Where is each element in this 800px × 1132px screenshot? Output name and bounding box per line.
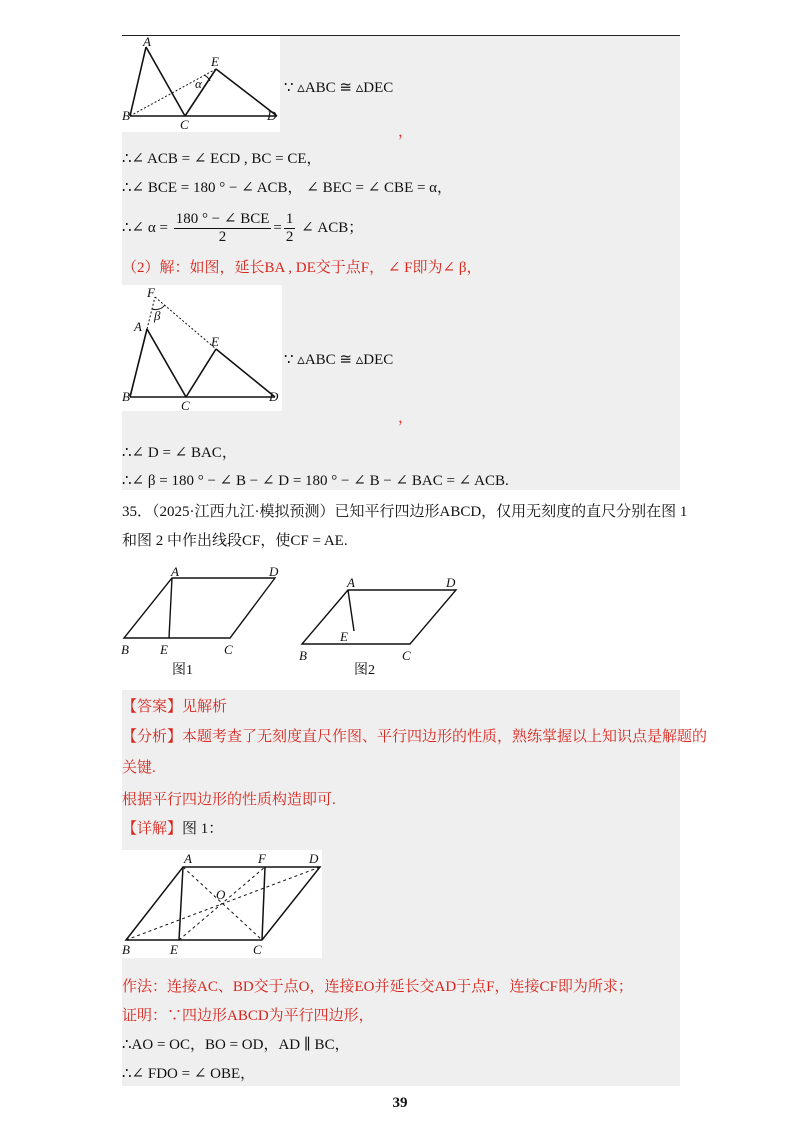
label-B: B <box>299 648 307 663</box>
question-figure-1 <box>118 562 288 680</box>
solution-proof-intro: 证明：∵四边形ABCD为平行四边形， <box>122 1008 374 1024</box>
proof2-comma: ， <box>398 410 414 426</box>
parallelogram-figure-1 <box>118 562 288 680</box>
label-A: A <box>134 319 142 334</box>
label-A: A <box>171 564 179 579</box>
page-number: 39 <box>392 1095 408 1111</box>
proof1-step1: ∴∠ ACB = ∠ ECD , BC = CE， <box>122 151 322 167</box>
solution-figure <box>122 850 322 958</box>
label-A: A <box>184 851 192 866</box>
detail-line <box>122 819 223 839</box>
label-E: E <box>160 642 168 657</box>
half-numerator: 1 <box>285 211 294 228</box>
label-C: C <box>224 642 233 657</box>
question-35-line2: 和图 2 中作出线段CF，使CF = AE. <box>122 533 348 549</box>
solution-step2: ∴∠ FDO = ∠ OBE， <box>122 1066 256 1082</box>
proof1-comma: ， <box>398 124 414 140</box>
proof2-since: ∵ ▵ABC ≅ ▵DEC <box>284 352 394 368</box>
proof1-step3 <box>122 208 363 248</box>
label-C: C <box>253 942 262 957</box>
caption-fig2: 图2 <box>354 663 375 678</box>
question-35-line1: 35．（2025·江西九江·模拟预测）已知平行四边形ABCD，仅用无刻度的直尺分别在图 1 <box>122 504 688 520</box>
triangle-diagram-1 <box>122 36 280 132</box>
label-F: F <box>147 285 155 300</box>
step3-fraction <box>174 211 272 246</box>
proof2-step2: ∴∠ β = 180 ° − ∠ B − ∠ D = 180 ° − ∠ B − ∠ BAC = ∠ ACB. <box>122 473 509 489</box>
solution-method: 作法：连接AC、BD交于点O，连接EO并延长交AD于点F，连接CF即为所求； <box>122 979 633 995</box>
label-D: D <box>267 108 277 123</box>
detail-text: 图 1： <box>182 821 224 837</box>
label-beta: β <box>154 308 161 323</box>
analysis-line2: 关键. <box>122 760 156 776</box>
label-A: A <box>143 36 151 49</box>
label-E: E <box>340 629 348 644</box>
label-B: B <box>122 942 130 957</box>
caption-fig1: 图1 <box>172 663 193 678</box>
step3-equals: = <box>273 220 282 236</box>
analysis-line3: 根据平行四边形的性质构造即可. <box>122 792 336 808</box>
label-D: D <box>269 564 279 579</box>
label-A: A <box>347 575 355 590</box>
solution-step1: ∴AO = OC，BO = OD，AD ∥ BC， <box>122 1037 350 1053</box>
proof2-step1: ∴∠ D = ∠ BAC， <box>122 445 237 461</box>
label-D: D <box>309 851 319 866</box>
label-O: O <box>216 887 226 902</box>
analysis-line1: 【分析】本题考查了无刻度直尺作图、平行四边形的性质，熟练掌握以上知识点是解题的 <box>122 729 708 745</box>
label-C: C <box>180 117 189 132</box>
solution-parallelogram <box>122 850 322 958</box>
detail-tag: 【详解】 <box>122 821 183 837</box>
label-E: E <box>170 942 178 957</box>
step3-numerator: 180 ° − ∠ BCE <box>175 211 270 228</box>
parallelogram-figure-2 <box>296 570 466 682</box>
label-C: C <box>181 398 190 411</box>
label-D: D <box>446 575 456 590</box>
step3-half <box>284 211 296 246</box>
answer-line: 【答案】见解析 <box>122 699 228 715</box>
figure-congruent-triangles-1 <box>122 36 280 132</box>
step3-suffix: ∠ ACB； <box>301 220 364 236</box>
label-B: B <box>122 389 130 404</box>
label-F: F <box>258 851 266 866</box>
half-denominator: 2 <box>285 229 294 246</box>
triangle-diagram-2 <box>122 285 282 411</box>
label-B: B <box>122 108 130 123</box>
step3-denominator: 2 <box>218 229 227 246</box>
part2-intro: （2）解：如图，延长BA , DE交于点F， ∠ F即为∠ β， <box>122 260 482 276</box>
step3-prefix: ∴∠ α = <box>122 220 168 236</box>
label-D: D <box>269 389 279 404</box>
proof1-step2: ∴∠ BCE = 180 ° − ∠ ACB， ∠ BEC = ∠ CBE = α， <box>122 180 453 196</box>
question-figure-2 <box>296 570 466 682</box>
figure-congruent-triangles-2 <box>122 285 282 411</box>
proof1-since: ∵ ▵ABC ≅ ▵DEC <box>284 80 394 96</box>
label-C: C <box>402 648 411 663</box>
label-E: E <box>211 334 219 349</box>
label-B: B <box>121 642 129 657</box>
label-E: E <box>211 54 219 69</box>
label-alpha: α <box>195 76 202 91</box>
